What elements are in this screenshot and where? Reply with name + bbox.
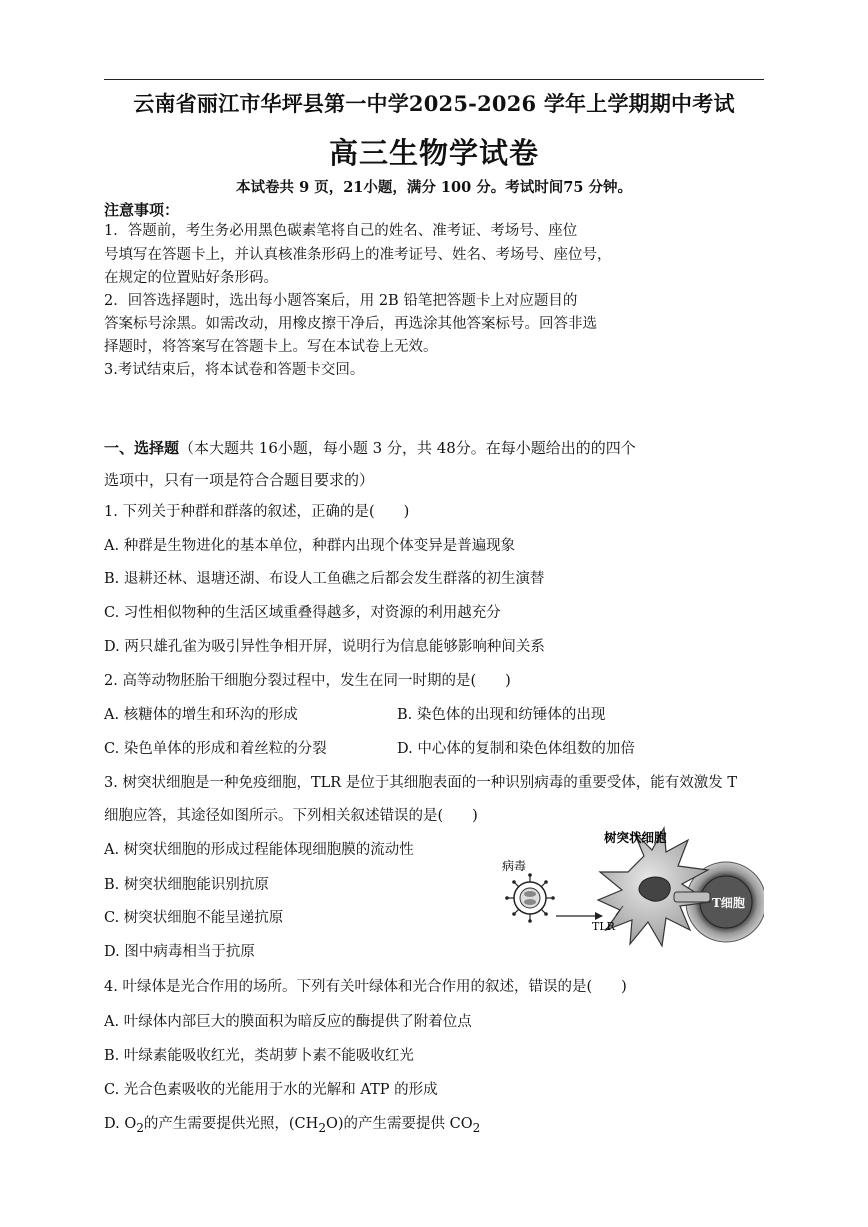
question-2-option-b: B. 染色体的出现和纺锤体的出现 (397, 707, 606, 723)
question-4-option-b: B. 叶绿素能吸收红光，类胡萝卜素不能吸收红光 (104, 1048, 414, 1064)
notes-line: 答案标号涂黑。如需改动，用橡皮擦干净后，再选涂其他答案标号。回答非选 (104, 316, 597, 332)
dendritic-cell-figure (494, 826, 764, 950)
school-title: 云南省丽江市华坪县第一中学2025-2026 学年上学期期中考试 (133, 91, 735, 116)
virus-label: 病毒 (502, 859, 527, 873)
question-3-option-d: D. 图中病毒相当于抗原 (104, 944, 255, 960)
notes-line: 在规定的位置贴好条形码。 (104, 270, 278, 286)
notes-title: 注意事项： (104, 201, 180, 219)
question-3-option-b: B. 树突状细胞能识别抗原 (104, 877, 269, 893)
dc-label: 树突状细胞 (604, 830, 667, 845)
question-3-stem-line1: 3. 树突状细胞是一种免疫细胞，TLR 是位于其细胞表面的一种识别病毒的重要受体，能有效激发 T (104, 775, 738, 791)
question-3-option-c: C. 树突状细胞不能呈递抗原 (104, 910, 284, 926)
tlr-receptor-icon (674, 892, 710, 902)
subject-title: 高三生物学试卷 (328, 136, 539, 170)
question-4-stem: 4. 叶绿体是光合作用的场所。下列有关叶绿体和光合作用的叙述，错误的是( ) (104, 979, 627, 995)
question-2-option-d: D. 中心体的复制和染色体组数的加倍 (397, 741, 635, 757)
arrow-head-icon (595, 912, 603, 920)
notes-line: 2．回答选择题时，选出每小题答案后，用 2B 铅笔把答题卡上对应题目的 (104, 293, 578, 309)
question-4-option-c: C. 光合色素吸收的光能用于水的光解和 ATP 的形成 (104, 1082, 438, 1098)
question-2-stem: 2. 高等动物胚胎干细胞分裂过程中，发生在同一时期的是( ) (104, 673, 511, 689)
question-2-option-a: A. 核糖体的增生和环沟的形成 (104, 707, 298, 723)
question-4-option-d: D. $O_2$的产生需要提供光照，$(CH_2O)$的产生需要提供 $CO_2$ (104, 1116, 481, 1135)
notes-line: 择题时，将答案写在答题卡上。写在本试卷上无效。 (104, 339, 438, 355)
question-3-option-a: A. 树突状细胞的形成过程能体现细胞膜的流动性 (104, 842, 414, 858)
tlr-label: TLR (592, 920, 615, 933)
question-1-option-a: A. 种群是生物进化的基本单位，种群内出现个体变异是普遍现象 (104, 538, 516, 554)
section-desc-line2: 选项中，只有一项是符合合题目要求的） (104, 471, 375, 489)
question-1-option-d: D. 两只雄孔雀为吸引异性争相开屏，说明行为信息能够影响种间关系 (104, 639, 545, 655)
section-title: 一、选择题 (104, 439, 180, 457)
exam-info: 本试卷共 9 页，21小题，满分 100 分。考试时间75 分钟。 (236, 179, 632, 196)
question-4-option-a: A. 叶绿体内部巨大的膜面积为暗反应的酶提供了附着位点 (104, 1014, 472, 1030)
notes-line: 号填写在答题卡上，并认真核准条形码上的准考证号、姓名、考场号、座位号， (104, 247, 612, 263)
notes-line: 3.考试结束后，将本试卷和答题卡交回。 (104, 362, 365, 378)
virus-icon (505, 873, 555, 923)
question-1-stem: 1. 下列关于种群和群落的叙述，正确的是( ) (104, 504, 410, 520)
question-3-stem-line2: 细胞应答，其途径如图所示。下列相关叙述错误的是( ) (104, 808, 478, 824)
question-1-option-c: C. 习性相似物种的生活区域重叠得越多，对资源的利用越充分 (104, 605, 501, 621)
header-rule (104, 79, 764, 80)
question-2-option-c: C. 染色单体的形成和着丝粒的分裂 (104, 741, 327, 757)
section-heading (104, 437, 636, 458)
t-cell-label: T细胞 (712, 896, 745, 910)
question-1-option-b: B. 退耕还林、退塘还湖、布设人工鱼礁之后都会发生群落的初生演替 (104, 571, 545, 587)
notes-line: 1．答题前，考生务必用黑色碳素笔将自己的姓名、准考证、考场号、座位 (104, 223, 578, 239)
section-desc: （本大题共 16小题，每小题 3 分，共 48分。在每小题给出的的四个 (179, 439, 636, 457)
